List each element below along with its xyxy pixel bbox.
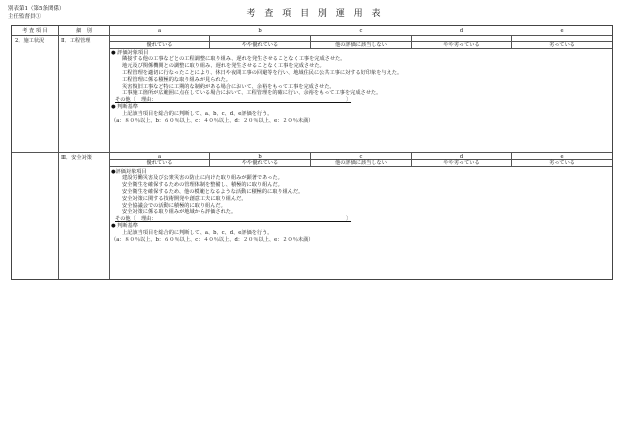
s2-criteria-text: 上記該当項目を総合的に判断して、a、b、c、d、e評価を行う。 — [122, 229, 273, 236]
s1-grade-label-b: やや優れている — [241, 42, 279, 48]
s2-grade-label-b: やや優れている — [241, 160, 279, 167]
s2-criteria-thresholds: （a：８０％以上、b：６０％以上、c：４０％以上、d：２０％以上、e：２０％未満） — [111, 236, 314, 243]
page-title: 考 査 項 目 別 運 用 表 — [246, 9, 384, 19]
s2-grade-label-a: 優れている — [146, 160, 173, 167]
s2-grade-label-c: 他の評価に該当しない — [335, 160, 387, 167]
s2-grade-label-d: やや劣っている — [443, 160, 480, 167]
s1-grade-label-d: やや劣っている — [443, 42, 480, 48]
supervisor-label: 主任監督員① — [8, 13, 42, 20]
appendix-label: 別表第1（第5条関係） — [8, 6, 65, 12]
grade-header-a: a — [157, 28, 162, 34]
s1-grade-label-c: 他の評価に該当しない — [335, 42, 387, 48]
s1-other-reason: その他〔 理由： 〕 — [115, 97, 352, 104]
s1-eval-item-1: 隣接する他の工事などとの工程調整に取り組み、遅れを発生させることなく工事を完成させた。 — [122, 56, 346, 63]
s1-criteria-text: 上記該当項目を総合的に判断して、a、b、c、d、e評価を行う。 — [122, 110, 273, 117]
s2-eval-item-5: 安全協議会での活動に積極的に取り組んだ。 — [122, 202, 226, 209]
grade-header-c: c — [359, 28, 363, 34]
detail-schedule-management: Ⅱ．工程管理 — [61, 37, 91, 44]
s1-criteria-thresholds: （a：８０％以上、b：６０％以上、c：４０％以上、d：２０％以上、e：２０％未満） — [111, 117, 314, 124]
s2-other-reason: その他〔 理由： 〕 — [115, 216, 352, 223]
s1-eval-item-6: 工事施工箇所が広範囲に点在している場合において、工程管理を的確に行い、余裕をもって工事を完成させた。 — [122, 90, 382, 97]
s2-eval-item-1: 建設労働災害及び公衆災害の防止に向けた取り組みが顕著であった。 — [122, 175, 283, 182]
item-construction-status: 2．施工状況 — [15, 37, 45, 44]
detail-safety-measures: Ⅲ．安全対策 — [61, 154, 92, 161]
s1-eval-item-3: 工程管理を適切に行なったことにより、休日や夜間工事の回避等を行い、地域住民に公共工事に対する好印象を与えた。 — [122, 69, 403, 76]
header-row-divider — [12, 35, 612, 36]
s2-eval-item-3: 安全衛生を確保するため、他の模範となるような活動に積極的に取り組んだ。 — [122, 188, 304, 195]
s2-criteria-heading: ● 判断基準 — [111, 222, 138, 229]
s1-eval-item-5: 災害復旧工事など特に工期的な制約がある場合において、余裕をもって工事を完成させた。 — [122, 83, 335, 90]
col-header-item: 考 査 項 目 — [22, 27, 48, 34]
s2-eval-item-2: 安全衛生を確保するための管理体制を整備し、積極的に取り組んだ。 — [122, 182, 283, 189]
s1-criteria-heading: ● 判断基準 — [111, 103, 138, 110]
s1-eval-heading: ● 評価対象項目 — [111, 49, 149, 56]
s1-eval-item-2: 地元及び関係機関との調整に取り組み、遅れを発生させることなく工事を完成させた。 — [122, 63, 325, 70]
evaluation-table — [11, 25, 613, 280]
s2-grade-header-a: a — [157, 153, 162, 160]
s2-grade-header-e: e — [560, 153, 564, 160]
s2-eval-item-6: 安全対策に係る取り組みが地域から評価された。 — [122, 209, 237, 216]
s1-grade-label-e: 劣っている — [549, 42, 575, 48]
s2-grade-header-c: c — [359, 153, 363, 160]
s2-grade-header-b: b — [258, 153, 262, 160]
s2-grade-header-d: d — [459, 153, 464, 160]
s1-eval-item-4: 工程管理に係る積極的な取り組みが見られた。 — [122, 76, 231, 83]
s2-grade-label-e: 劣っている — [549, 160, 575, 167]
s1-grade-bottom — [109, 48, 612, 49]
s2-eval-heading: ●評価対象項目 — [111, 168, 147, 175]
grade-header-b: b — [258, 28, 262, 34]
grade-header-d: d — [459, 28, 464, 34]
s2-eval-item-4: 安全対策に関する技術開発や創意工夫に取り組んだ。 — [122, 195, 247, 202]
grade-header-e: e — [560, 28, 564, 34]
col-header-detail: 細 別 — [76, 27, 92, 34]
s1-grade-label-a: 優れている — [146, 42, 173, 48]
